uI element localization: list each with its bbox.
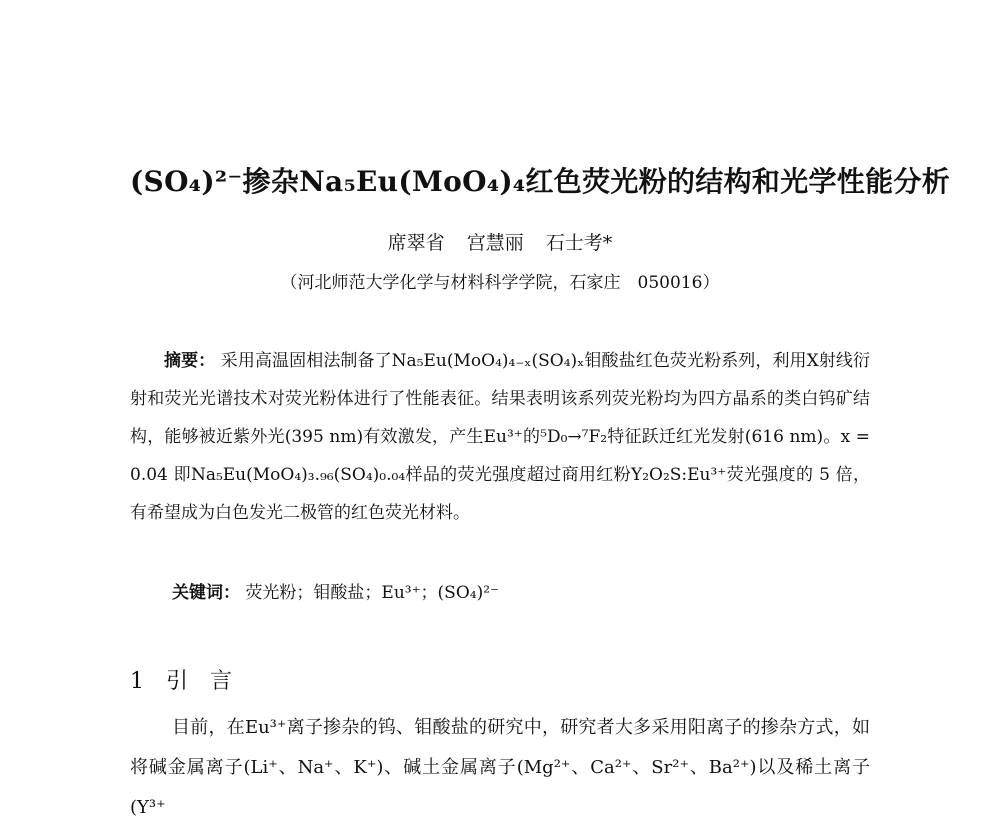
author-list (0, 228, 1000, 255)
abstract (130, 342, 870, 532)
author-name: 宫慧丽 (466, 232, 524, 254)
affiliation: （河北师范大学化学与材料科学学院，石家庄 050016） (280, 273, 720, 293)
section-title: 引 言 (166, 669, 233, 694)
section-heading (130, 664, 232, 695)
keywords-label: 关键词： (172, 583, 240, 603)
body-paragraph: 目前，在Eu³⁺离子掺杂的钨、钼酸盐的研究中，研究者大多采用阳离子的掺杂方式，如将碱金属离子(Li⁺、Na⁺、K⁺)、碱土金属离子(Mg²⁺、Ca²⁺、Sr²⁺、Ba²⁺)以及稀土离子(Y³⁺ (130, 717, 870, 818)
keywords-text: 荧光粉；钼酸盐；Eu³⁺；(SO₄)²⁻ (245, 583, 500, 603)
paper-title: (SO₄)²⁻掺杂Na₅Eu(MoO₄)₄红色荧光粉的结构和光学性能分析 (130, 165, 950, 198)
author-name: 席翠省 (387, 232, 445, 254)
keywords (172, 578, 499, 603)
abstract-text: 采用高温固相法制备了Na₅Eu(MoO₄)₄₋ₓ(SO₄)ₓ钼酸盐红色荧光粉系列，利用X射线衍射和荧光光谱技术对荧光粉体进行了性能表征。结果表明该系列荧光粉均为四方晶系的类白钨矿结构，能够被近紫外光(395 nm)有效激发，产生Eu³⁺的⁵D₀→⁷F₂特征跃迁红光发射(616 nm)。x = 0.04 即Na₅Eu(MoO₄)₃.₉₆(SO₄)₀.₀₄样品的荧光强度超过商用红粉Y₂O₂S:Eu³⁺荧光强度的 5 倍，有希望成为白色发光二极管的红色荧光材料。 (130, 351, 871, 523)
abstract-label: 摘要： (164, 351, 216, 371)
author-name: 石士考* (545, 232, 613, 254)
section-number: 1 (130, 669, 144, 694)
